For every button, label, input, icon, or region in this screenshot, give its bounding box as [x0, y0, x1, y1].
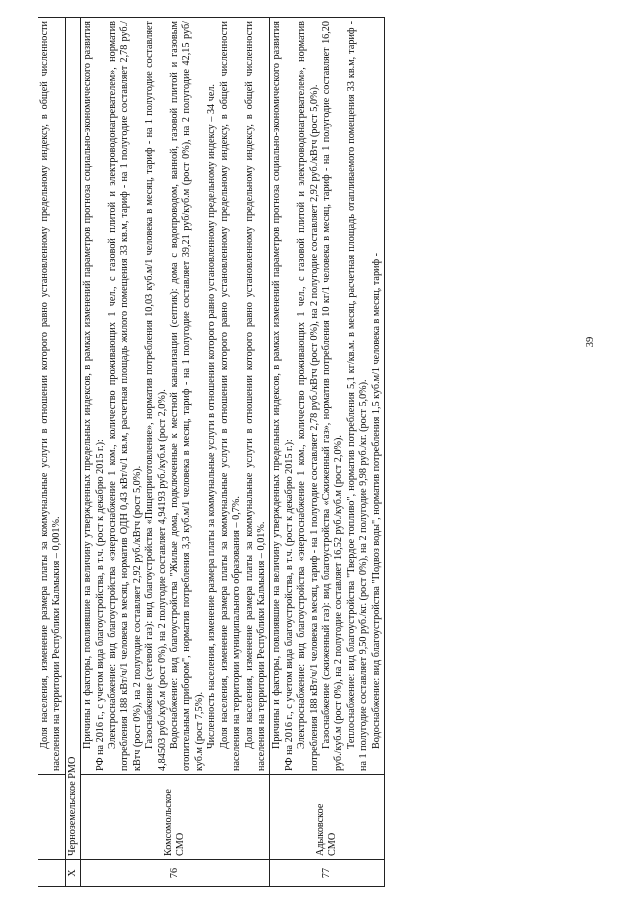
page-number: 39: [585, 336, 596, 348]
tariff-index-table: [38, 17, 385, 887]
municipality-cell: [38, 775, 65, 860]
paragraph: Причины и факторы, повлиявшие на величину утвержденных предельных индексов, в рамках изменений параметров прогноза социально-экономического развития РФ на 2016 г., с учетом вида благоустройства, в т.ч. (рост к декабрю 2015 г.):: [82, 21, 106, 771]
row-number: 77: [270, 860, 385, 887]
section-row: [65, 18, 80, 887]
section-title: Черноземельское РМО: [65, 18, 80, 860]
table-row: [270, 18, 385, 887]
description-cell: [38, 18, 65, 775]
paragraph: Электроснабжение: вид благоустройства «энергоснабжение 1 ком., количество проживающих 1 чел., с газовой плитой и электроводонагревателем», норматив потребления 188 кВт/ч/1 человека в месяц, норматив ОДН 0,43 кВт/ч/1 кв.м, расчетная площадь жилого помещения 33 кв.м, тариф - на 1 полугодие составляет 2,78 руб./кВтч (рост 0%), на 2 полугодие составляет 2,92 руб./кВтч (рост 5,0%).: [107, 21, 143, 771]
description-cell: [270, 18, 385, 775]
row-number: 76: [81, 860, 270, 887]
paragraph: Доля населения, изменение размера платы за коммунальные услуги в отношении которого равно установленному предельному индексу, в общей численности населения на территории муниципального образования – 0,7%.: [218, 21, 243, 771]
paragraph: Причины и факторы, повлиявшие на величину утвержденных предельных индексов, в рамках изменений параметров прогноза социально-экономического развития РФ на 2016 г., с учетом вида благоустройства, в т.ч. (рост к декабрю 2015 г.):: [271, 21, 295, 771]
paragraph: Численность населения, изменение размера платы за коммунальные услуги в отношении которого равно установленному предельному индексу – 34 чел.: [206, 84, 218, 749]
number-cell: [38, 860, 65, 887]
paragraph: Теплоснабжение: вид благоустройства "Твердое топливо", норматив потребления 5,1 кг/кв.м. в месяц, расчетная площадь отапливаемого помещения 33 кв.м, тариф - на 1 полугодие составляет 9,50 руб./кг. (рост 0%), на 2 полугодие 9,98 руб./кг. (рост 5,0%).: [345, 21, 370, 771]
section-marker: X: [65, 860, 80, 887]
description-cell: [81, 18, 270, 775]
paragraph: Водоснабжение: вид благоустройства "Подвоз воды", норматив потребления 1,5 куб.м/1 человека в месяц, тариф -: [370, 252, 382, 749]
municipality-name: Комсомольское СМО: [81, 775, 270, 860]
paragraph: Водоснабжение: вид благоустройства "Жилые дома, подключенные к местной канализации (септик): дома с водопроводом, ванной, газовой плитой и газовым отопительным прибором", норматив потребления 3,3 куб.м/1 человека в месяц, тариф - на 1 полугодие составляет 39,21 руб/куб.м (рост 0%), на 2 полугодие 42,15 руб/куб.м (рост 7,5%).: [169, 21, 205, 771]
paragraph: Газоснабжение (сжиженный газ): вид благоустройства «Сжиженный газ», норматив потребления 10 кг/1 человека в месяц, тариф - на 1 полугодие составляет 16,20 руб./куб.м (рост 0%), на 2 полугодие составляет 16,52 руб./куб.м (рост 2,0%).: [320, 21, 345, 771]
table-row: [81, 18, 270, 887]
paragraph: Доля населения, изменение размера платы за коммунальные услуги в отношении которого равно установленному предельному индексу, в общей численности населения на территории Республики Калмыкия – 0,01%.: [243, 21, 267, 771]
table-row: [38, 18, 65, 887]
municipality-name: Адыковское СМО: [270, 775, 385, 860]
continuation-paragraph: Доля населения, изменение размера платы за коммунальные услуги в отношении которого равно установленному предельному индексу, в общей численности населения на территории Республики Калмыкия – 0,001%.: [39, 21, 63, 771]
paragraph: Газоснабжение (сетевой газ): вид благоустройства «Пищеприготовление», норматив потребления 10,03 куб.м/1 человека в месяц, тариф - на 1 полугодие составляет 4,84503 руб./куб.м (рост 0%), на 2 полугодие составляет 4,94193 руб./куб.м (рост 2,0%).: [144, 21, 168, 771]
paragraph: Электроснабжение: вид благоустройства «энергоснабжение 1 ком., количество проживающих 1 чел., с газовой плитой и электроводонагревателем», норматив потребления 188 кВт/ч/1 человека в месяц, тариф - на 1 полугодие составляет 2,78 руб./кВтч (рост 0%), на 2 полугодие составляет 2,92 руб./кВтч (рост 5,0%).: [296, 21, 320, 771]
